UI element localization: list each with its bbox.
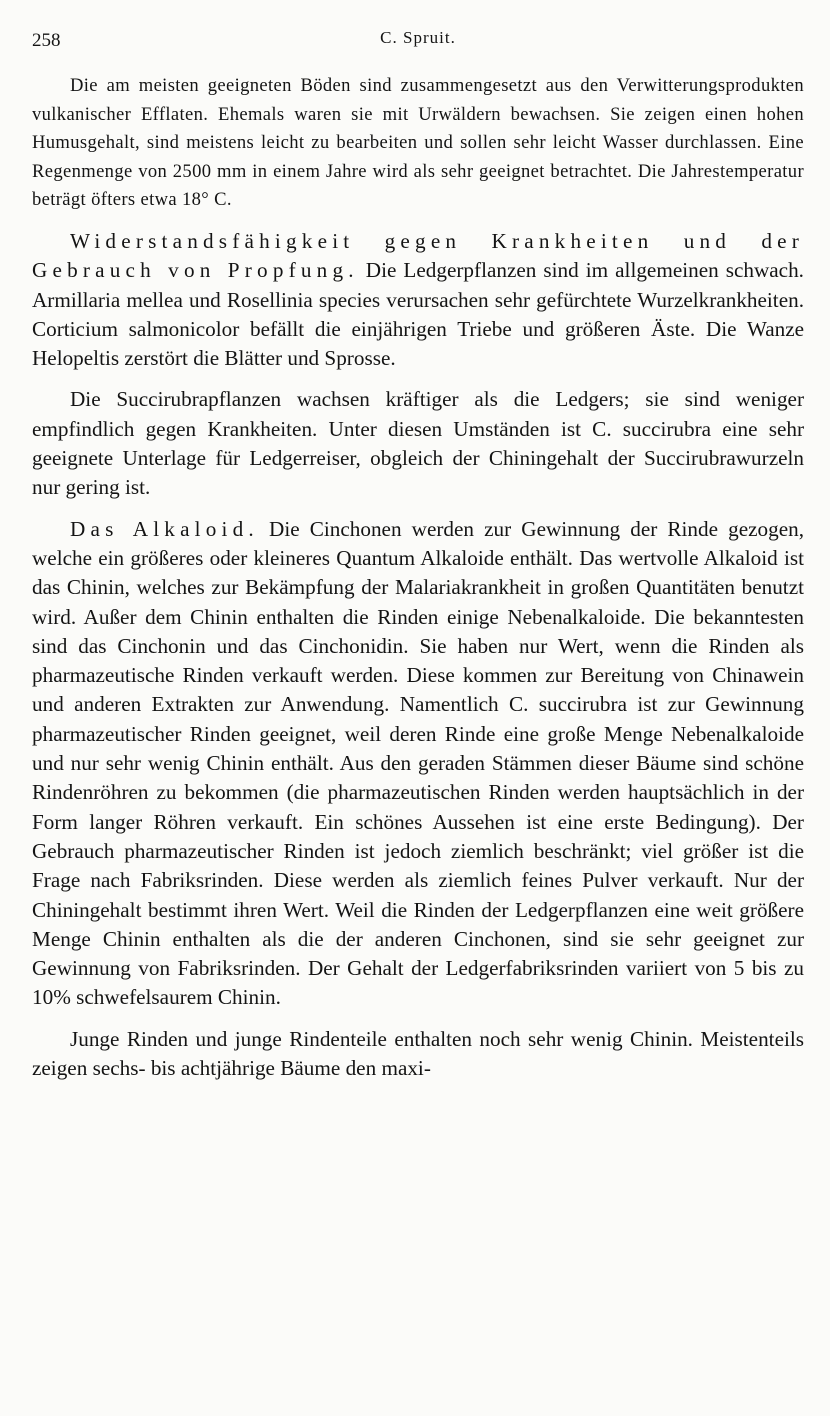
section-heading-disease-resistance: Widerstandsfähigkeit gegen Krankheiten und der Gebrauch von Propfung. <box>32 228 804 283</box>
paragraph-disease-resistance <box>32 227 804 373</box>
page-number: 258 <box>32 30 61 51</box>
paragraph-text: Die am meisten geeigneten Böden sind zusammengesetzt aus den Verwitterungsprodukten vulkanischer Efflaten. Ehemals waren sie mit Urwäldern bewachsen. Sie zeigen einen hohen Humusgehalt, sind meistens leicht zu bearbeiten und sollen sehr leicht Wasser durchlassen. Eine Regenmenge von 2500 mm in einem Jahre wird als sehr geeignet betrachtet. Die Jahrestemperatur beträgt öfters etwa 18° C. <box>32 75 804 211</box>
paragraph-text: Die Ledgerpflanzen sind im allgemeinen schwach. Armillaria mellea und Rosellinia species verursachen sehr gefürchtete Wurzelkrankheiten. Corticium salmonicolor befällt die einjährigen Triebe und größeren Äste. Die Wanze Helopeltis zerstört die Blätter und Sprosse. <box>32 258 804 371</box>
paragraph-text: Die Succirubrapflanzen wachsen kräftiger als die Ledgers; sie sind weniger empfindlich gegen Krankheiten. Unter diesen Umständen ist C. succirubra eine sehr geeignete Unterlage für Ledgerreiser, obgleich der Chiningehalt der Succirubrawurzeln nur gering ist. <box>32 387 804 500</box>
page-header <box>32 22 804 72</box>
paragraph-alkaloid <box>32 515 804 1013</box>
paragraph-succirubra <box>32 385 804 502</box>
paragraph-soils <box>32 72 804 215</box>
paragraph-text: Die Cinchonen werden zur Gewinnung der Rinde gezogen, welche ein größeres oder kleineres Quantum Alkaloide enthält. Das wertvolle Alkaloid ist das Chinin, welches zur Bekämpfung der Malariakrankheit in großen Quantitäten benutzt wird. Außer dem Chinin enthalten die Rinden einige Nebenalkaloide. Die bekanntesten sind das Cinchonin und das Cinchonidin. Sie haben nur Wert, wenn die Rinden als pharmazeutische Rinden verkauft werden. Diese kommen zur Bereitung von Chinawein und anderen Extrakten zur Anwendung. Namentlich C. succirubra ist zur Gewinnung pharmazeutischer Rinden geeignet, weil deren Rinde eine große Menge Nebenalkaloide und nur sehr wenig Chinin enthält. Aus den geraden Stämmen dieser Bäume sind schöne Rindenröhren zu bekommen (die pharmazeutischen Rinden werden hauptsächlich in der Form langer Röhren verkauft. Ein schönes Aussehen ist eine erste Bedingung). Der Gebrauch pharmazeutischer Rinden ist jedoch ziemlich beschränkt; viel größer ist die Frage nach Fabriksrinden. Diese werden als ziemlich feines Pulver verkauft. Nur der Chiningehalt bestimmt ihren Wert. Weil die Rinden der Ledgerpflanzen eine weit größere Menge Chinin enthalten als die der anderen Cinchonen, sind sie sehr geeignet zur Gewinnung von Fabriksrinden. Der Gehalt der Ledgerfabriksrinden variiert von 5 bis zu 10% schwefelsaurem Chinin. <box>32 516 804 1010</box>
running-head: C. Spruit. <box>380 28 456 47</box>
section-heading-alkaloid: Das Alkaloid. <box>70 516 259 541</box>
paragraph-young-bark <box>32 1025 804 1084</box>
paragraph-text: Junge Rinden und junge Rindenteile enthalten noch sehr wenig Chinin. Meistenteils zeigen sechs- bis achtjährige Bäume den maxi- <box>32 1026 804 1080</box>
